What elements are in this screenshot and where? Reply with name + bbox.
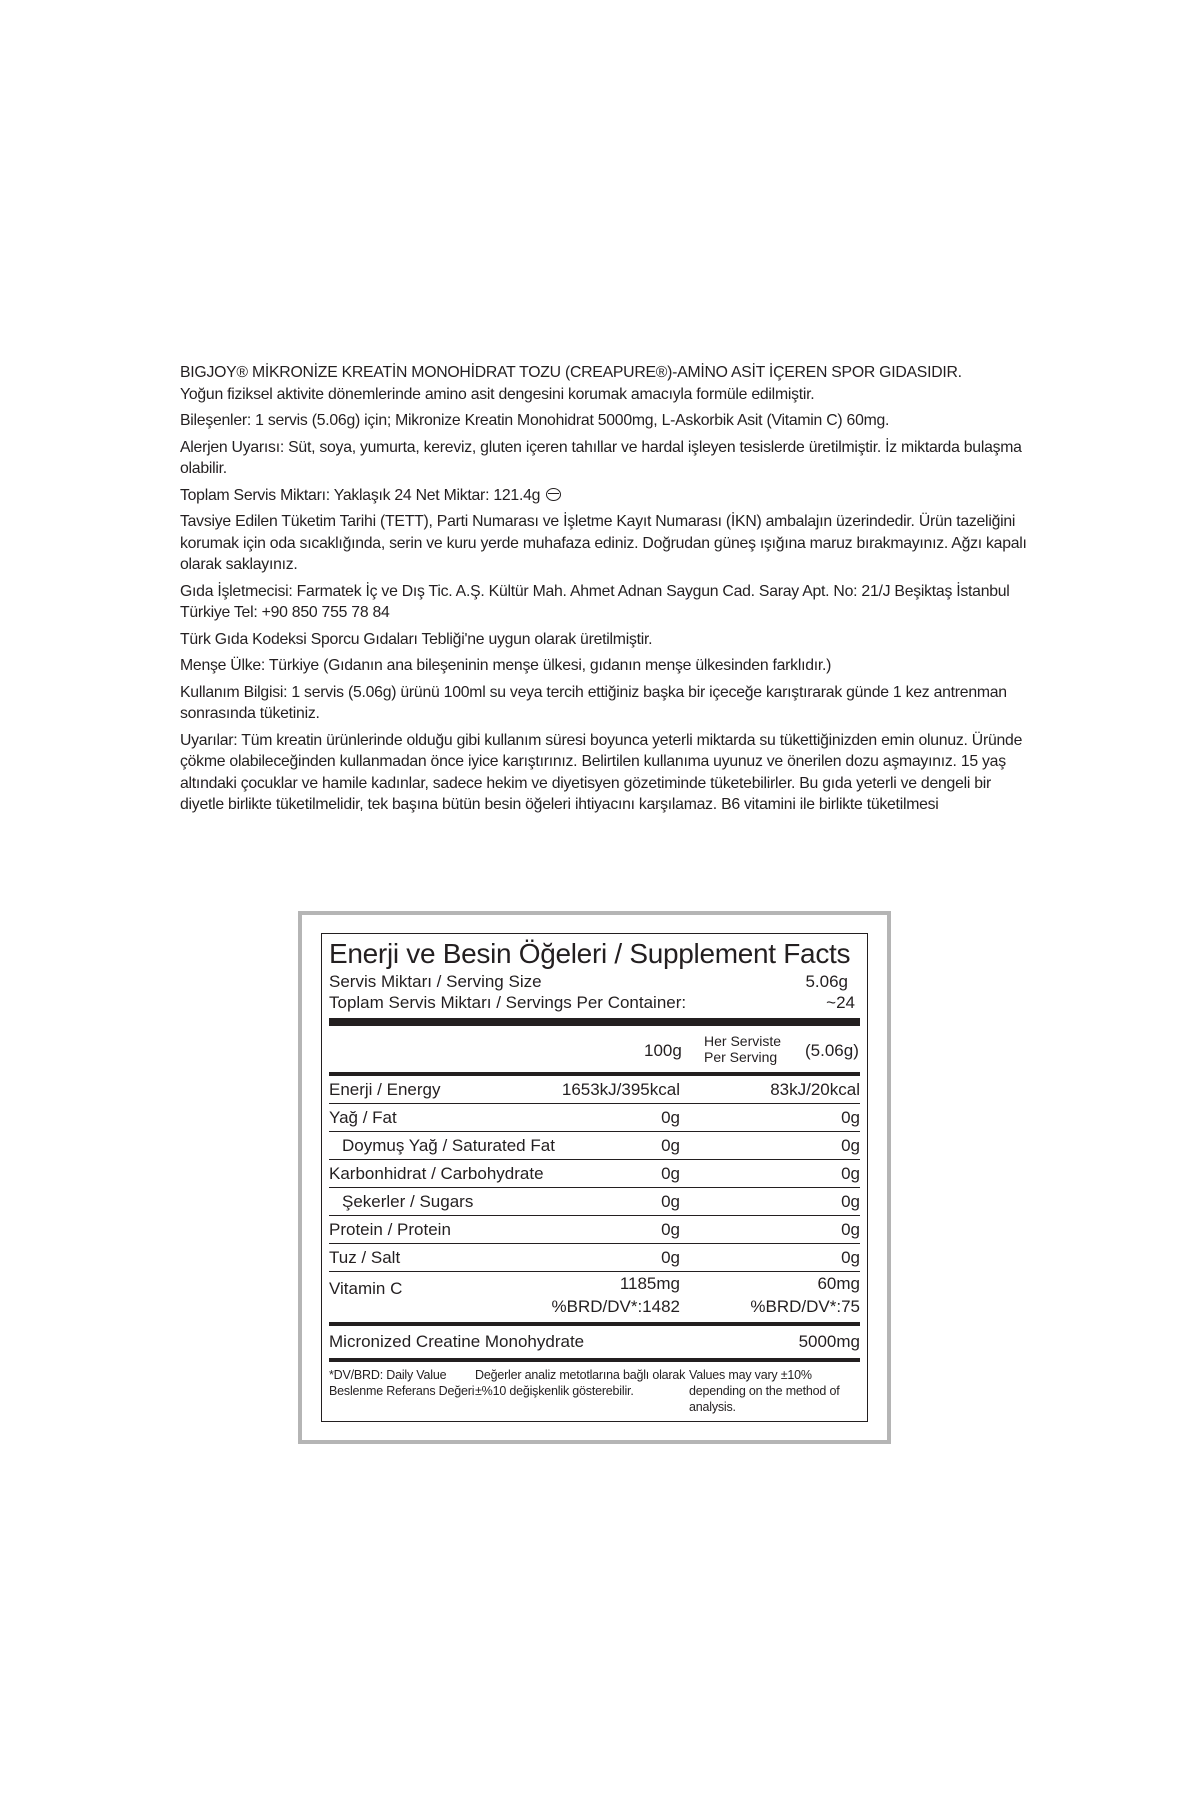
nutrient-name: Protein / Protein xyxy=(329,1220,451,1239)
product-heading xyxy=(180,362,1030,405)
nutrient-name: Yağ / Fat xyxy=(329,1108,397,1127)
nutrient-value-serving: 0g xyxy=(841,1108,860,1127)
nutrient-name: Vitamin C xyxy=(329,1279,403,1298)
column-header-row xyxy=(329,1026,860,1072)
product-label-text xyxy=(180,362,1030,821)
column-per-serving-en: Per Serving xyxy=(704,1049,778,1065)
column-100g: 100g xyxy=(644,1041,682,1060)
servings-per-container-row xyxy=(329,992,860,1013)
origin-text: Menşe Ülke: Türkiye (Gıdanın ana bileşeninin menşe ülkesi, gıdanın menşe ülkesinden farklıdır.) xyxy=(180,657,832,674)
nutrient-name: Enerji / Energy xyxy=(329,1080,441,1099)
nutrient-value-serving: 0g xyxy=(841,1192,860,1211)
warnings-text: Uyarılar: Tüm kreatin ürünlerinde olduğu gibi kullanım süresi boyunca yeterli miktarda su tükettiğinizden emin olunuz. Üründe çökme olabileceğinden kullanmadan önce iyice karıştırınız. Belirtilen kullanıma uyunuz ve önerilen dozu aşmayınız. 15 yaş altındaki çocuklar ve hamile kadınlar, sadece hekim ve diyetisyen gözetiminde tüketebilirler. Bu gıda yeterli ve dengeli bir diyetle birlikte tüketilmelidir, tek başına bütün besin öğeleri ihtiyacını karşılamaz. B6 vitamini ile birlikte tüketilmesi xyxy=(180,731,1023,813)
product-title: BIGJOY® MİKRONİZE KREATİN MONOHİDRAT TOZU (CREAPURE®)-AMİNO ASİT İÇEREN SPOR GIDASIDIR. xyxy=(180,364,962,381)
codex-text: Türk Gıda Kodeksi Sporcu Gıdaları Tebliği'ne uygun olarak üretilmiştir. xyxy=(180,630,653,648)
nutrient-value-serving: 83kJ/20kcal xyxy=(770,1080,860,1099)
nutrient-value-serving: 0g xyxy=(841,1136,860,1155)
nutrient-row-sugars xyxy=(329,1188,860,1215)
facts-footnotes xyxy=(329,1362,860,1415)
estimated-sign-icon xyxy=(546,488,561,501)
nutrient-row-protein xyxy=(329,1216,860,1243)
creatine-value-serving: 5000mg xyxy=(798,1332,860,1351)
thick-divider xyxy=(329,1018,860,1026)
footnote-dv: *DV/BRD: Daily Value Beslenme Referans Değeri xyxy=(329,1368,475,1398)
nutrient-value-100g: 0g xyxy=(661,1248,680,1267)
nutrient-value-100g: 1653kJ/395kcal xyxy=(561,1080,680,1099)
nutrient-value-serving: 0g xyxy=(841,1220,860,1239)
nutrient-row-carbohydrate xyxy=(329,1160,860,1187)
nutrient-value-100g: 0g xyxy=(661,1108,680,1127)
nutrient-row-salt xyxy=(329,1244,860,1271)
serving-size-label: Servis Miktarı / Serving Size xyxy=(329,972,542,991)
nutrient-row-saturated-fat xyxy=(329,1132,860,1159)
vitamin-c-value-serving: 60mg xyxy=(817,1274,860,1293)
footnote-variation-tr: Değerler analiz metotlarına bağlı olarak ±%10 değişkenlik gösterebilir. xyxy=(475,1368,686,1398)
nutrient-value-serving: 0g xyxy=(841,1248,860,1267)
serving-size-row xyxy=(329,971,860,992)
supplement-facts-panel xyxy=(298,911,891,1444)
footnote-variation-en: Values may vary ±10% depending on the method of analysis. xyxy=(689,1368,840,1414)
serving-size-value: 5.06g xyxy=(805,972,848,991)
ingredients-text: Bileşenler: 1 servis (5.06g) için; Mikronize Kreatin Monohidrat 5000mg, L-Askorbik Asit (Vitamin C) 60mg. xyxy=(180,412,890,429)
vitamin-c-value-100g: 1185mg xyxy=(619,1274,680,1293)
usage-text: Kullanım Bilgisi: 1 servis (5.06g) ürünü 100ml su veya tercih ettiğiniz başka bir içeceğe karıştırarak günde 1 kez antrenman sonrasında tüketiniz. xyxy=(180,683,1007,722)
nutrient-value-100g: 0g xyxy=(661,1136,680,1155)
storage-text: Tavsiye Edilen Tüketim Tarihi (TETT), Parti Numarası ve İşletme Kayıt Numarası (İKN) ambalajın üzerindedir. Ürün tazeliğini korumak için oda sıcaklığında, serin ve kuru yerde muhafaza ediniz. Doğrudan güneş ışığına maruz bırakmayınız. Ağzı kapalı olarak saklayınız. xyxy=(180,513,1027,573)
column-per-serving-tr: Her Serviste xyxy=(704,1033,782,1049)
vitamin-c-dv-100g: %BRD/DV*:1482 xyxy=(551,1297,680,1316)
nutrient-value-serving: 0g xyxy=(841,1164,860,1183)
nutrient-value-100g: 0g xyxy=(661,1164,680,1183)
nutrient-name: Karbonhidrat / Carbohydrate xyxy=(329,1164,544,1183)
servings-per-value: ~24 xyxy=(826,993,855,1012)
nutrient-value-100g: 0g xyxy=(661,1192,680,1211)
nutrient-row-creatine xyxy=(329,1326,860,1358)
nutrient-name: Micronized Creatine Monohydrate xyxy=(329,1332,585,1351)
servings-line xyxy=(180,485,1030,507)
product-subtitle: Yoğun fiziksel aktivite dönemlerinde amino asit dengesini korumak amacıyla formüle edilmiştir. xyxy=(180,385,815,403)
nutrient-row-fat xyxy=(329,1104,860,1131)
food-operator-text: Gıda İşletmecisi: Farmatek İç ve Dış Tic. A.Ş. Kültür Mah. Ahmet Adnan Saygun Cad. Saray Apt. No: 21/J Beşiktaş İstanbul Türkiye Tel: +90 850 755 78 84 xyxy=(180,582,1010,621)
column-serving-size: (5.06g) xyxy=(805,1041,859,1060)
servings-per-label: Toplam Servis Miktarı / Servings Per Container: xyxy=(329,993,687,1012)
allergen-warning: Alerjen Uyarısı: Süt, soya, yumurta, kereviz, gluten içeren tahıllar ve hardal işleyen tesislerde üretilmiştir. İz miktarda bulaşma olabilir. xyxy=(180,438,1022,477)
facts-title: Enerji ve Besin Öğeleri / Supplement Facts xyxy=(329,938,851,969)
nutrient-name: Şekerler / Sugars xyxy=(342,1192,474,1211)
servings-text: Toplam Servis Miktarı: Yaklaşık 24 Net Miktar: 121.4g xyxy=(180,486,541,504)
column-per-serving xyxy=(704,1033,781,1065)
vitamin-c-dv-serving: %BRD/DV*:75 xyxy=(750,1297,860,1316)
nutrient-row-energy xyxy=(329,1076,860,1103)
nutrient-name: Doymuş Yağ / Saturated Fat xyxy=(342,1136,555,1155)
nutrient-name: Tuz / Salt xyxy=(329,1248,401,1267)
nutrient-value-100g: 0g xyxy=(661,1220,680,1239)
supplement-facts-table xyxy=(321,933,868,1422)
nutrient-row-vitamin-c xyxy=(329,1272,860,1322)
